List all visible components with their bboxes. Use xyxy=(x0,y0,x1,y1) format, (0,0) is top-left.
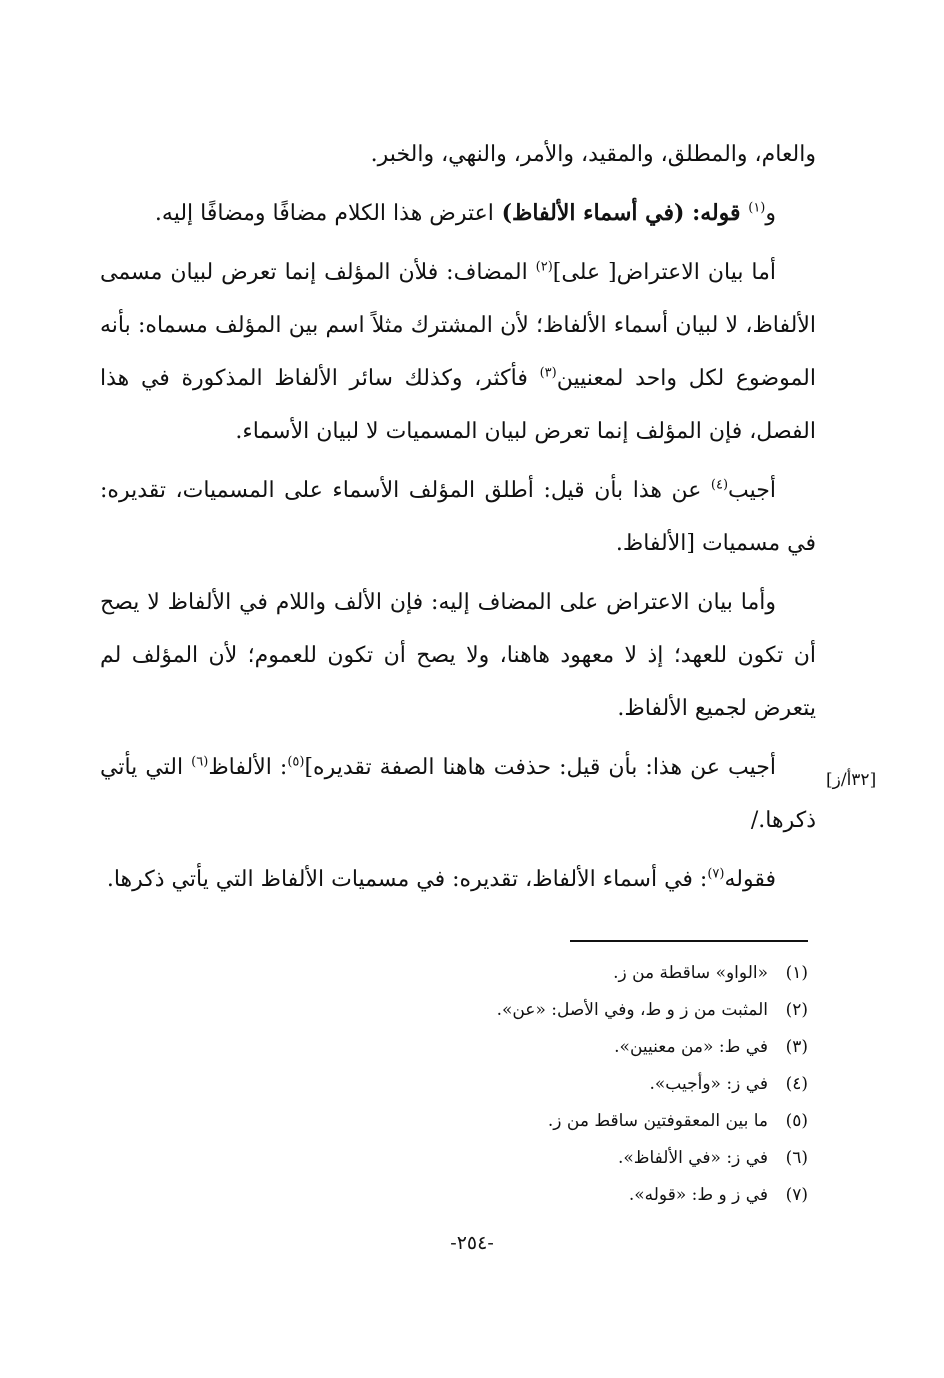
paragraph-2: و$^{(١)}$ قوله: (في أسماء الألفاظ) اعترض هذا الكلام مضافًا ومضافًا إليه. xyxy=(154,200,776,226)
footnote-number: (٧) xyxy=(785,1185,808,1205)
footnote-2 xyxy=(300,992,808,1029)
paragraph-4: أجيب$^{(٤)}$ عن هذا بأن قيل: أطلق المؤلف الأسماء على المسميات، تقديره: في مسميات [الألفاظ. xyxy=(100,477,816,556)
quoted-phrase: قوله: (في أسماء الألفاظ) xyxy=(493,200,749,226)
footnote-number: (٣) xyxy=(785,1037,808,1057)
footnote-4 xyxy=(300,1066,808,1103)
paragraph-7: فقوله$^{(٧)}$: في أسماء الألفاظ، تقديره: في مسميات الألفاظ التي يأتي ذكرها. xyxy=(106,866,776,892)
footnote-ref-3[interactable]: (٣) xyxy=(539,365,557,381)
footnote-separator xyxy=(570,940,808,942)
manuscript-folio-marker: [٣٢أ/ز] xyxy=(826,770,877,790)
paragraph-3: أما بيان الاعتراض[ على]$^{(٢)}$ المضاف: فلأن المؤلف إنما تعرض لبيان مسمى الألفاظ، لا لبيان أسماء الألفاظ؛ لأن المشترك مثلاً اسم بين المؤلف مسماه: بأنه الموضوع لكل واحد لمعنيين$^{(٣)}$ فأكثر، وكذلك سائر الألفاظ المذكورة في هذا الفصل، فإن المؤلف إنما تعرض لبيان المسميات لا لبيان الأسماء. xyxy=(100,259,816,444)
footnote-text: في ز و ط: «قوله». xyxy=(628,1185,768,1205)
paragraph-5: وأما بيان الاعتراض على المضاف إليه: فإن الألف واللام في الألفاظ لا يصح أن تكون للعهد؛ إذ لا معهود هاهنا، ولا يصح أن تكون للعموم؛ لأن المؤلف لم يتعرض لجميع الألفاظ. xyxy=(100,590,816,721)
paragraph-6: أجيب عن هذا: بأن قيل: حذفت هاهنا الصفة تقديره]$^{(٥)}$: الألفاظ$^{(٦)}$ التي يأتي ذكرها./ xyxy=(100,754,816,833)
footnote-text: في ط: «من معنيين». xyxy=(614,1037,768,1057)
footnote-ref-4[interactable]: (٤) xyxy=(710,477,729,493)
footnote-3 xyxy=(300,1029,808,1066)
footnote-ref-6[interactable]: (٦) xyxy=(191,754,209,770)
footnote-number: (٤) xyxy=(785,1074,808,1094)
footnote-text: ما بين المعقوفتين ساقط من ز. xyxy=(547,1111,768,1131)
footnotes xyxy=(300,955,808,1214)
footnote-number: (٥) xyxy=(785,1111,808,1131)
footnote-ref-7[interactable]: (٧) xyxy=(707,866,725,882)
footnote-text: في ز: «وأجيب». xyxy=(649,1074,768,1094)
paragraph-1: والعام، والمطلق، والمقيد، والأمر، والنهي، والخبر. xyxy=(370,142,816,167)
footnote-number: (١) xyxy=(785,963,808,983)
footnote-7 xyxy=(300,1177,808,1214)
footnote-text: في ز: «في الألفاظ». xyxy=(617,1148,768,1168)
footnote-5 xyxy=(300,1103,808,1140)
footnote-text: المثبت من ز و ط، وفي الأصل: «عن». xyxy=(496,1000,768,1020)
footnote-number: (٢) xyxy=(785,1000,808,1020)
footnote-text: «الواو» ساقطة من ز. xyxy=(613,963,768,983)
page-number: -٢٥٤- xyxy=(450,1232,494,1254)
main-text xyxy=(100,128,816,912)
footnote-1 xyxy=(300,955,808,992)
footnote-ref-1[interactable]: (١) xyxy=(748,200,766,216)
footnote-ref-2[interactable]: (٢) xyxy=(535,259,553,275)
footnote-ref-5[interactable]: (٥) xyxy=(287,754,305,770)
footnote-number: (٦) xyxy=(785,1148,808,1168)
footnote-6 xyxy=(300,1140,808,1177)
